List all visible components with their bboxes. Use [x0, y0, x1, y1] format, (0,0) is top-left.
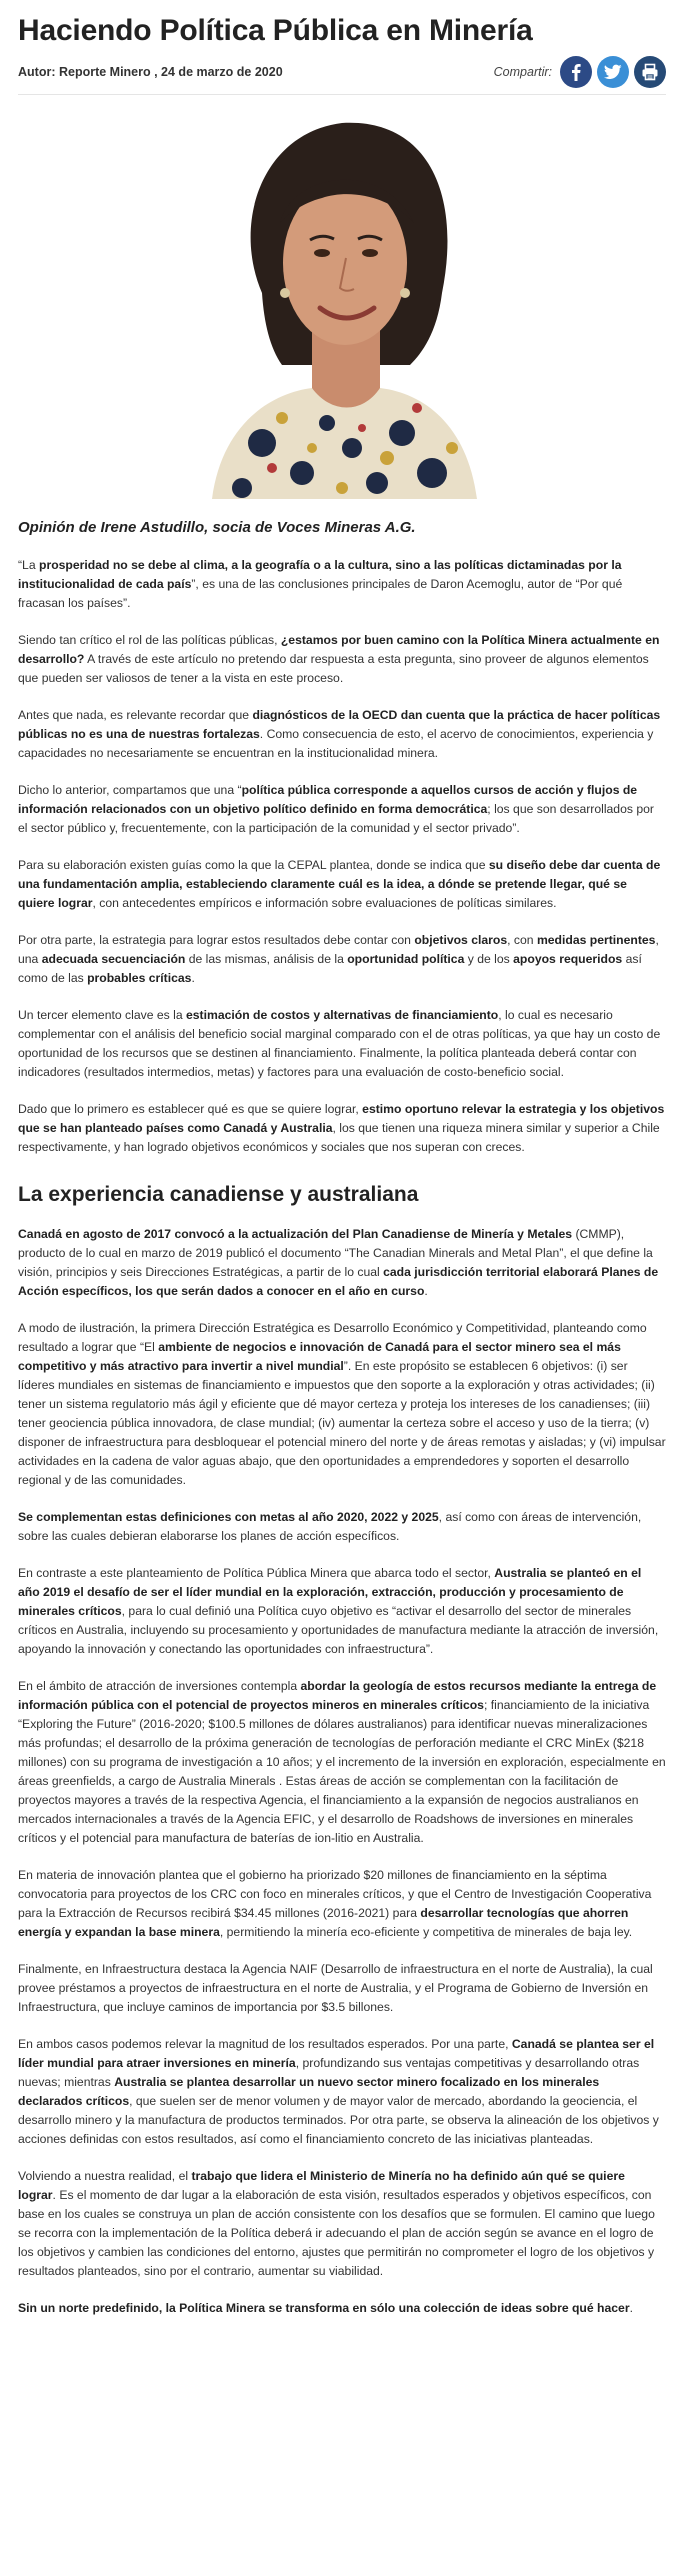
text-run: A modo de ilustración, la primera Dirección Estratégica es Desarrollo Económico y Competitividad, planteando como resultado a lograr que “El — [18, 1321, 647, 1354]
text-run: , con — [507, 933, 537, 947]
bold-text: abordar la geología de estos recursos mediante la entrega de información pública con el potencial de proyectos mineros en minerales críticos — [18, 1679, 657, 1712]
text-run: En ambos casos podemos relevar la magnitud de los resultados esperados. Por una parte, — [18, 2037, 512, 2051]
paragraph — [18, 1006, 666, 1082]
text-run: , lo cual es necesario complementar con el análisis del beneficio social marginal comparado con el de otras políticas, ya que hay un costo de oportunidad de los recursos que se destinen al financiamiento. Finalmente, la política planteada deberá contar con indicadores (resultados intermedios, metas) y factores para una evaluación de costo-beneficio social. — [18, 1008, 661, 1079]
text-run: En materia de innovación plantea que el gobierno ha priorizado $20 millones de financiamiento en la séptima convocatoria para proyectos de los CRC con foco en minerales críticos, y que el Centro de Investigación Cooperativa para la Extracción de Recursos recibirá $34.45 millones (2016-2021) para — [18, 1868, 652, 1920]
bold-text: diagnósticos de la OECD dan cuenta que la práctica de hacer políticas públicas no es una de nuestras fortalezas — [18, 708, 661, 741]
author-portrait-photo — [18, 103, 666, 499]
text-run: . Como consecuencia de esto, el acervo de conocimientos, experiencia y capacidades no necesariamente se encuentran en la institucionalidad minera. — [18, 727, 654, 760]
bold-text: probables críticas — [87, 971, 192, 985]
article-title: Haciendo Política Pública en Minería — [18, 14, 533, 47]
bold-text: Australia se plantea desarrollar un nuevo sector minero focalizado en los minerales declarados críticos — [18, 2075, 600, 2108]
paragraph — [18, 2035, 666, 2149]
article-container — [0, 14, 684, 2318]
paragraph — [18, 706, 666, 763]
text-run: , que suelen ser de menor volumen y de mayor valor de mercado, abordando la geociencia, el desarrollo minero y la manufactura de productos terminados. Por otra parte, se observa la alineación de los objetivos y acciones definidas con estos resultados, así como el financiamiento concreto de las iniciativas planteadas. — [18, 2094, 659, 2146]
paragraph — [18, 1866, 666, 1942]
text-run: , permitiendo la minería eco-eficiente y competitiva de minerales de baja ley. — [219, 1925, 633, 1939]
text-run: En contraste a este planteamiento de Política Pública Minera que abarca todo el sector, — [18, 1566, 495, 1580]
bold-text: apoyos requeridos — [513, 952, 623, 966]
section-heading: La experiencia canadiense y australiana — [18, 1183, 419, 1206]
paragraph — [18, 1508, 666, 1546]
paragraph — [18, 1677, 666, 1848]
text-run: , con antecedentes empíricos e información sobre evaluaciones de políticas similares. — [92, 896, 557, 910]
paragraph — [18, 1960, 666, 2017]
bold-text: Australia se planteó en el año 2019 el desafío de ser el líder mundial en la exploración, extracción, producción y procesamiento de minerales críticos — [18, 1566, 642, 1618]
bold-text: Se complementan estas definiciones con metas al año 2020, 2022 y 2025 — [18, 1510, 439, 1524]
bold-text: oportunidad política — [347, 952, 465, 966]
text-run: . Es el momento de dar lugar a la elaboración de esta visión, resultados esperados y objetivos específicos, con base en los cuales se construya un plan de acción consistente con los desafíos que se formulen. El camino que luego se recorra con la implementación de la Política deberá ir adecuando el plan de acción según se avance en el logro de los objetivos y cambien las condiciones del entorno, ajustes que permitirán no comprometer el logro de los objetivos y resultados planteados, sino por el contrario, aumentar su viabilidad. — [18, 2188, 655, 2278]
text-run: así como de las — [18, 952, 642, 985]
paragraph — [18, 1225, 666, 1301]
print-button[interactable] — [634, 56, 666, 88]
text-run: , para lo cual definió una Política cuyo objetivo es “activar el desarrollo del sector de minerales críticos en Australia, incluyendo su procesamiento y oportunidades de manufactura mediante la atracción de inversión, apoyando la innovación y conectando las oportunidades con infraestructura”. — [18, 1604, 659, 1656]
text-run: Por otra parte, la estrategia para lograr estos resultados debe contar con — [18, 933, 415, 947]
paragraph — [18, 856, 666, 913]
bold-text: estimación de costos y alternativas de financiamiento — [186, 1008, 499, 1022]
share-bar — [494, 56, 666, 88]
bold-text: adecuada secuenciación — [41, 952, 186, 966]
print-icon — [641, 63, 659, 81]
paragraph — [18, 2299, 666, 2318]
text-run: Antes que nada, es relevante recordar que — [18, 708, 253, 722]
bold-text: ¿estamos por buen camino con la Política Minera actualmente en desarrollo? — [18, 633, 660, 666]
text-run: ; financiamiento de la iniciativa “Exploring the Future” (2016-2020; $100.5 millones de dólares australianos) para identificar nuevas mineralizaciones más profundas; el desarrollo de la próxima generación de tecnologías de perforación mediante el CRC MinEx ($218 millones) con su programa de investigación a 10 años; y el incremento de la inversión en exploración, especialmente en áreas greenfields, a cargo de Australia Minerals . Estas áreas de acción se complementan con la facilitación de proyectos mayores a través de la respectiva Agencia, el financiamiento a la expansión de negocios australianos en mercados internacionales a través de la Agencia EFIC, y el desarrollo de Roadshows de inversiones en minerales críticos y el potencial para manufactura de baterías de ion-litio en Australia. — [18, 1698, 666, 1845]
bold-text: ambiente de negocios e innovación de Canadá para el sector minero sea el más competitivo y más atractivo para invertir a nivel mundial — [18, 1340, 621, 1373]
bold-text: su diseño debe dar cuenta de una fundamentación amplia, estableciendo claramente cuál es la idea, a dónde se pretende llegar, qué se quiere lograr — [18, 858, 661, 910]
text-run: . — [191, 971, 195, 985]
text-run: , así como con áreas de intervención, sobre las cuales debieran elaborarse los planes de acción específicos. — [18, 1510, 642, 1543]
bold-text: Canadá se plantea ser el líder mundial para atraer inversiones en minería — [18, 2037, 655, 2070]
paragraph — [18, 556, 666, 613]
article-body-part-2 — [18, 1225, 666, 2318]
article-meta-bar — [18, 56, 666, 95]
bold-text: cada jurisdicción territorial elaborará Planes de Acción específicos, los que serán dados a conocer en el año en curso — [18, 1265, 659, 1298]
text-run: ; los que son desarrollados por el sector público y, frecuentemente, con la participación de la comunidad y el sector privado”. — [18, 802, 654, 835]
bold-text: Canadá en agosto de 2017 convocó a la actualización del Plan Canadiense de Minería y Metales — [18, 1227, 573, 1241]
text-run: Volviendo a nuestra realidad, el — [18, 2169, 192, 2183]
bold-text: desarrollar tecnologías que ahorren energía y expandan la base minera — [18, 1906, 629, 1939]
article-body-part-1 — [18, 556, 666, 1157]
text-run: Para su elaboración existen guías como la que la CEPAL plantea, donde se indica que — [18, 858, 489, 872]
text-run: de las mismas, análisis de la — [185, 952, 348, 966]
text-run: . — [629, 2301, 633, 2315]
text-run: En el ámbito de atracción de inversiones contempla — [18, 1679, 301, 1693]
text-run: y de los — [464, 952, 514, 966]
text-run: ”. En este propósito se establecen 6 objetivos: (i) ser líderes mundiales en sistemas de financiamiento e impuestos que den soporte a la exploración y otras actividades; (ii) tener un sistema regulatorio más ágil y eficiente que dé mayor certeza y proteja los intereses de los canadienses; (iii) tener geociencia pública innovadora, de clase mundial; (iv) aumentar la certeza sobre el acceso y uso de la tierra; (v) disponer de infraestructura para desbloquear el potencial minero del norte y de áreas remotas y aisladas; y (vi) impulsar actividades en la cadena de valor aguas abajo, que den oportunidades a emprendedores y soporten el desarrollo regional y de las comunidades. — [18, 1359, 666, 1487]
paragraph — [18, 631, 666, 688]
text-run: Siendo tan crítico el rol de las políticas públicas, — [18, 633, 281, 647]
text-run: “La — [18, 558, 40, 572]
bold-text: prosperidad no se debe al clima, a la geografía o a la cultura, sino a las políticas dictaminadas por la institucionalidad de cada país — [18, 558, 622, 591]
author-line: Autor: Reporte Minero , 24 de marzo de 2020 — [18, 65, 283, 79]
twitter-share-button[interactable] — [597, 56, 629, 88]
text-run: A través de este artículo no pretendo dar respuesta a esta pregunta, sino proveer de algunos elementos que pueden ser valiosos de tener a la vista en este proceso. — [18, 652, 649, 685]
bold-text: medidas pertinentes — [536, 933, 656, 947]
article-subtitle: Opinión de Irene Astudillo, socia de Voces Mineras A.G. — [18, 519, 416, 536]
text-run: , una — [18, 933, 659, 966]
text-run: , profundizando sus ventajas competitivas y desarrollando otras nuevas; mientras — [18, 2056, 640, 2089]
bold-text: política pública corresponde a aquellos cursos de acción y flujos de información relacionados con un objetivo político definido en forma democrática — [18, 783, 638, 816]
author-portrait-image — [152, 103, 532, 499]
text-run: Dicho lo anterior, compartamos que una “ — [18, 783, 242, 797]
bold-text: Sin un norte predefinido, la Política Minera se transforma en sólo una colección de ideas sobre qué hacer — [18, 2301, 630, 2315]
text-run: Un tercer elemento clave es la — [18, 1008, 186, 1022]
text-run: ”, es una de las conclusiones principales de Daron Acemoglu, autor de “Por qué fracasan los países”. — [18, 577, 623, 610]
bold-text: trabajo que lidera el Ministerio de Minería no ha definido aún qué se quiere lograr — [18, 2169, 625, 2202]
text-run: , los que tienen una riqueza minera similar y superior a Chile respectivamente, y han logrado objetivos económicos y sociales que nos superan con creces. — [18, 1121, 660, 1154]
paragraph — [18, 781, 666, 838]
text-run: . — [424, 1284, 428, 1298]
share-label: Compartir: — [493, 65, 552, 79]
paragraph — [18, 1564, 666, 1659]
twitter-icon — [604, 64, 622, 80]
paragraph — [18, 931, 666, 988]
facebook-icon — [568, 63, 584, 81]
paragraph — [18, 1319, 666, 1490]
bold-text: objetivos claros — [414, 933, 508, 947]
text-run: Finalmente, en Infraestructura destaca la Agencia NAIF (Desarrollo de infraestructura en el norte de Australia), la cual provee préstamos a proyectos de infraestructura en el norte de Australia, y el Programa de Gobierno de Inversión en Infraestructura, que incluye caminos de importancia por $3.5 billones. — [18, 1962, 653, 2014]
text-run: (CMMP), producto de lo cual en marzo de 2019 publicó el documento “The Canadian Minerals and Metal Plan”, el que define la visión, principios y seis Direcciones Estratégicas, a partir de lo cual — [18, 1227, 653, 1279]
text-run: Dado que lo primero es establecer qué es que se quiere lograr, — [18, 1102, 363, 1116]
bold-text: estimo oportuno relevar la estrategia y los objetivos que se han planteado países como Canadá y Australia — [18, 1102, 665, 1135]
paragraph — [18, 1100, 666, 1157]
facebook-share-button[interactable] — [560, 56, 592, 88]
paragraph — [18, 2167, 666, 2281]
